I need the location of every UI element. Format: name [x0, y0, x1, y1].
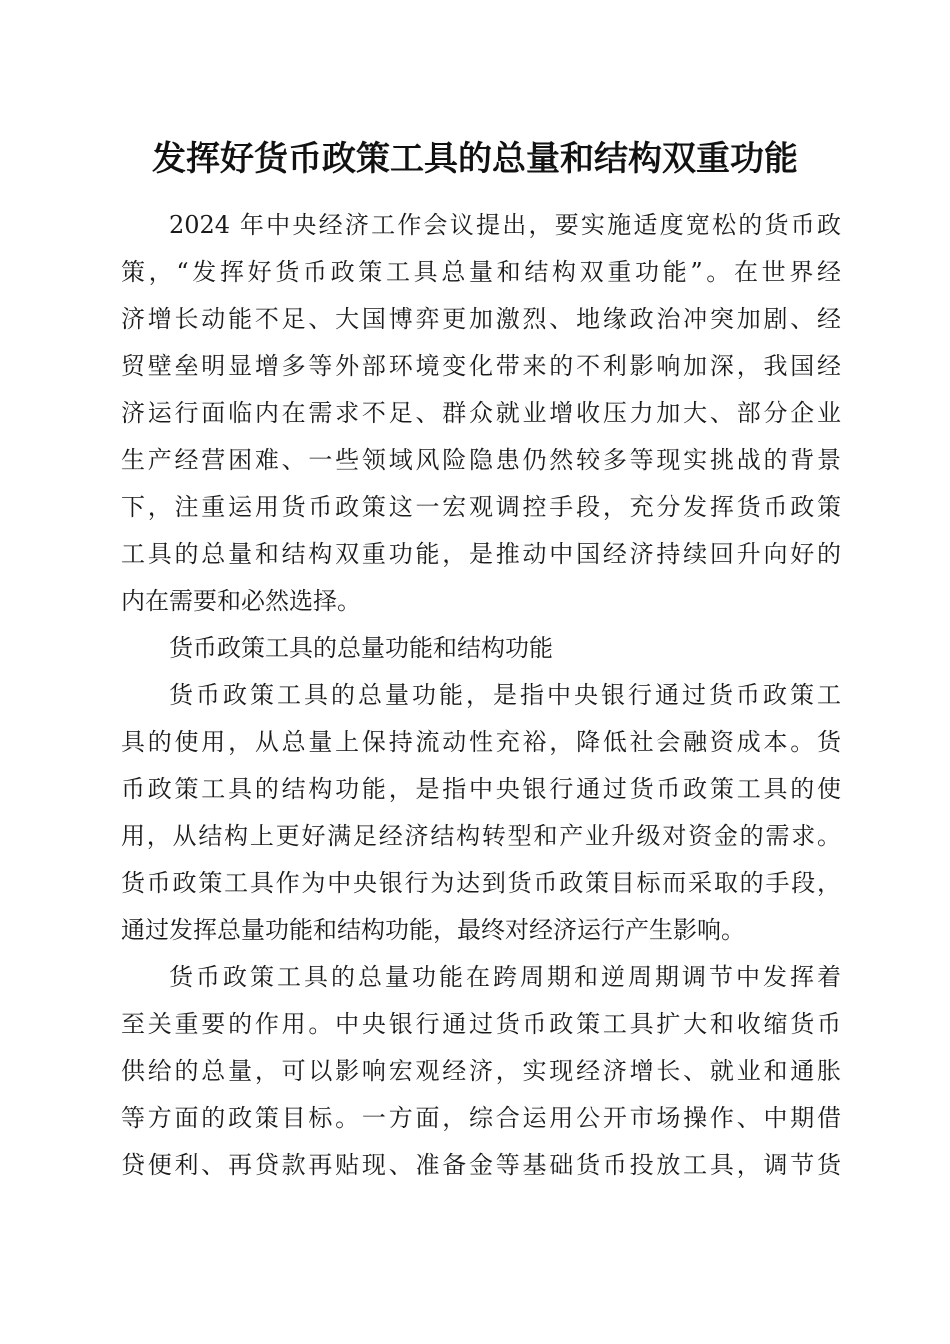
text-line: 至关重要的作用。中央银行通过货币政策工具扩大和收缩货币 — [121, 1010, 841, 1038]
text-line: 济运行面临内在需求不足、群众就业增收压力加大、部分企业 — [121, 399, 841, 427]
text-line: 贷便利、再贷款再贴现、准备金等基础货币投放工具，调节货 — [121, 1151, 841, 1179]
text-line: 货币政策工具的总量功能，是指中央银行通过货币政策工 — [169, 681, 841, 709]
section-heading — [121, 625, 841, 672]
text-line: 供给的总量，可以影响宏观经济，实现经济增长、就业和通胀 — [121, 1057, 841, 1085]
text-line: 济增长动能不足、大国博弈更加激烈、地缘政治冲突加剧、经 — [121, 305, 841, 333]
text-line: 2024 年中央经济工作会议提出，要实施适度宽松的货币政 — [169, 211, 841, 239]
document-title: 发挥好货币政策工具的总量和结构双重功能 — [152, 139, 798, 179]
paragraph-definition — [121, 672, 841, 954]
paragraph-intro — [121, 202, 841, 625]
text-line: 具的使用，从总量上保持流动性充裕，降低社会融资成本。货 — [121, 728, 841, 756]
text-line: 币政策工具的结构功能，是指中央银行通过货币政策工具的使 — [121, 775, 841, 803]
text-line: 生产经营困难、一些领域风险隐患仍然较多等现实挑战的背景 — [121, 446, 841, 474]
text-line: 用，从结构上更好满足经济结构转型和产业升级对资金的需求。 — [121, 822, 841, 850]
text-line: 通过发挥总量功能和结构功能，最终对经济运行产生影响。 — [121, 916, 745, 944]
text-line: 工具的总量和结构双重功能，是推动中国经济持续回升向好的 — [121, 540, 841, 568]
text-line: 贸壁垒明显增多等外部环境变化带来的不利影响加深，我国经 — [121, 352, 841, 380]
text-line: 等方面的政策目标。一方面，综合运用公开市场操作、中期借 — [121, 1104, 841, 1132]
text-line: 货币政策工具作为中央银行为达到货币政策目标而采取的手段， — [121, 869, 841, 897]
text-line: 策，“发挥好货币政策工具总量和结构双重功能”。在世界经 — [121, 258, 841, 286]
text-line: 货币政策工具的总量功能在跨周期和逆周期调节中发挥着 — [169, 963, 841, 991]
document-body — [121, 202, 841, 1189]
text-line: 下，注重运用货币政策这一宏观调控手段，充分发挥货币政策 — [121, 493, 841, 521]
paragraph-total-function — [121, 954, 841, 1189]
text-line: 内在需要和必然选择。 — [121, 587, 361, 615]
section-heading-text: 货币政策工具的总量功能和结构功能 — [169, 634, 553, 662]
